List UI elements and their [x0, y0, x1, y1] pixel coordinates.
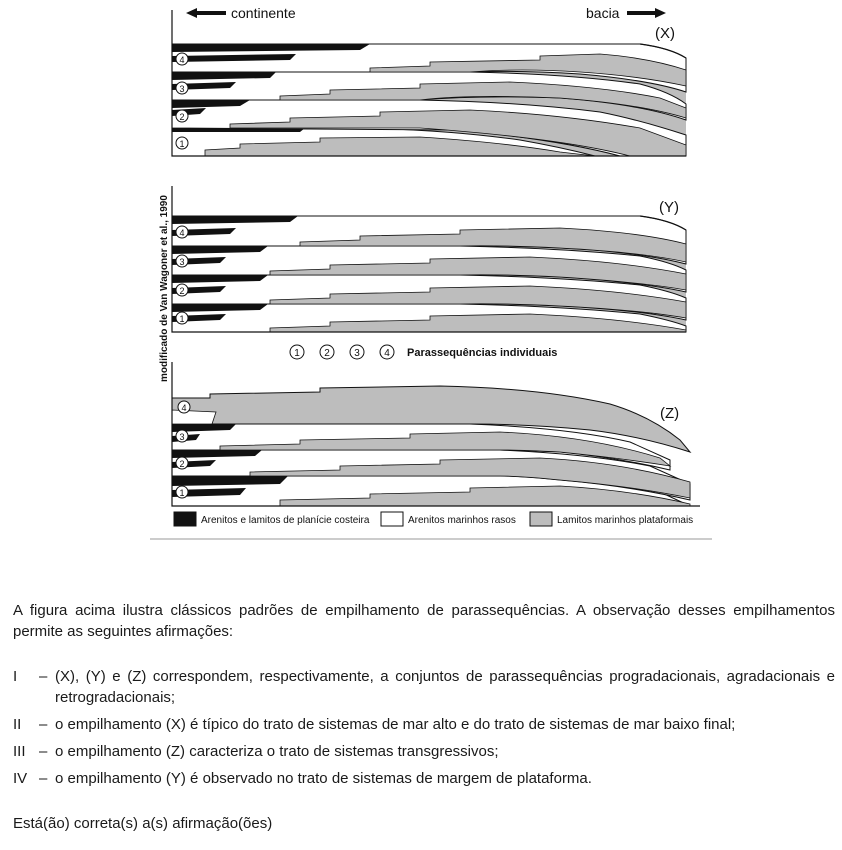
marker-y-4-number: 4: [179, 228, 185, 238]
statement-numeral: I: [13, 668, 18, 685]
panel-y-label: (Y): [659, 199, 679, 216]
key-number-2: 2: [324, 348, 330, 359]
panel-x-label: (X): [655, 25, 675, 42]
question-intro: A figura acima ilustra clássicos padrões de empilhamento de parassequências. A observação desses empilhamentos permite as seguintes afirmações:: [13, 602, 835, 640]
statement-i: [13, 666, 835, 708]
panel-z: [172, 362, 700, 506]
panel-z-unit-4-sand: [172, 410, 216, 424]
legend-swatch-shelf-mud: [530, 512, 552, 526]
marker-x-3-number: 3: [179, 84, 185, 94]
question-closing: Está(ão) correta(s) a(s) afirmação(ões): [13, 815, 273, 832]
arrow-right-icon: [627, 8, 666, 18]
marker-z-1-number: 1: [179, 488, 185, 498]
legend-label-shelf-mud: Lamitos marinhos plataformais: [557, 515, 694, 526]
marker-y-3-number: 3: [179, 257, 185, 267]
statement-text: o empilhamento (Y) é observado no trato de sistemas de margem de plataforma.: [55, 770, 592, 787]
statement-numeral: IV: [13, 770, 28, 787]
statement-text: o empilhamento (X) é típico do trato de sistemas de mar alto e do trato de sistemas de mar baixo final;: [55, 716, 736, 733]
legend-label-coastal: Arenitos e lamitos de planície costeira: [201, 515, 370, 526]
marker-x-1-number: 1: [179, 139, 185, 149]
statement-iii: [13, 741, 835, 762]
legend-swatch-shallow-sand: [381, 512, 403, 526]
statement-iv: [13, 768, 835, 789]
legend: [174, 512, 693, 526]
direction-right-label: bacia: [586, 5, 620, 21]
statement-dash: –: [39, 668, 48, 685]
direction-left-label: continente: [231, 5, 296, 21]
key-number-3: 3: [354, 348, 360, 359]
statement-ii: [13, 714, 835, 735]
question-text: [13, 600, 835, 849]
marker-z-3-number: 3: [179, 432, 185, 442]
marker-y-2-number: 2: [179, 286, 185, 296]
panel-z-label: (Z): [660, 405, 680, 422]
direction-arrows: [186, 5, 666, 21]
panel-y: [172, 186, 686, 332]
parasequence-key: [290, 345, 557, 359]
parasequence-caption: Parassequências individuais: [407, 347, 558, 359]
side-credit: modificado de Van Wagoner et al., 1990: [159, 195, 170, 382]
statement-dash: –: [39, 770, 48, 787]
statement-dash: –: [39, 716, 48, 733]
panel-x: [172, 10, 686, 156]
statement-numeral: III: [13, 743, 26, 760]
legend-swatch-coastal: [174, 512, 196, 526]
statement-text: o empilhamento (Z) caracteriza o trato de sistemas transgressivos;: [55, 743, 499, 760]
key-number-4: 4: [384, 348, 390, 359]
statement-dash: –: [39, 743, 48, 760]
marker-z-2-number: 2: [179, 459, 185, 469]
statement-numeral: II: [13, 716, 22, 733]
statement-text: (X), (Y) e (Z) correspondem, respectivamente, a conjuntos de parassequências progradacionais, agradacionais e retrogradacionais;: [55, 668, 835, 706]
arrow-left-icon: [186, 8, 226, 18]
legend-label-shallow-sand: Arenitos marinhos rasos: [408, 515, 516, 526]
marker-x-2-number: 2: [179, 112, 185, 122]
marker-x-4-number: 4: [179, 55, 185, 65]
key-number-1: 1: [294, 348, 300, 359]
marker-z-4-number: 4: [181, 403, 187, 413]
marker-y-1-number: 1: [179, 314, 185, 324]
